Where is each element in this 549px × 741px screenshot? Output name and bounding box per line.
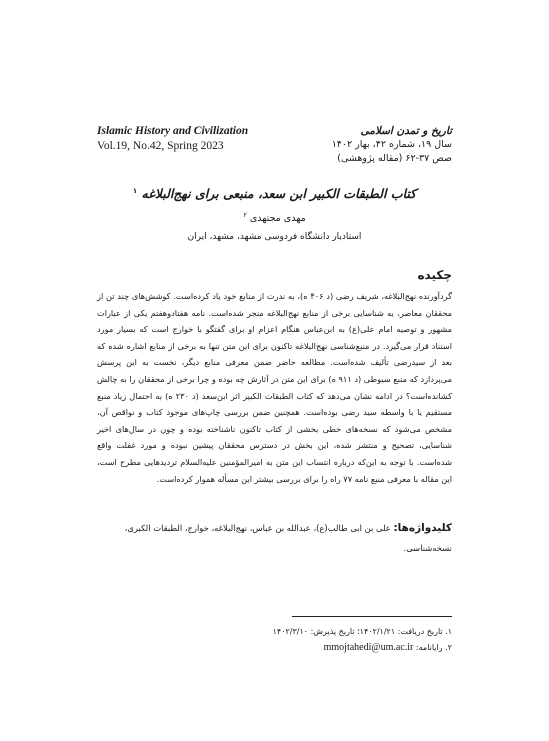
keywords-label: کلیدواژه‌ها: <box>393 522 452 534</box>
author-name: مهدی مجتهدی <box>249 213 306 225</box>
journal-title-en: Islamic History and Civilization <box>97 125 249 137</box>
affiliation: استادیار دانشگاه فردوسی مشهد، مشهد، ایران <box>187 232 362 242</box>
footnote-email-line <box>97 640 452 656</box>
keywords <box>97 518 452 558</box>
author <box>97 211 452 224</box>
journal-issue-fa: سال ۱۹، شماره ۴۲، بهار ۱۴۰۲ <box>331 139 452 150</box>
title-footnote-mark: ۱ <box>132 186 138 195</box>
footnote-email-prefix: ۲. رایانامه: <box>415 643 452 652</box>
author-footnote-mark: ۲ <box>243 211 247 219</box>
paper-title-text: کتاب الطبقات الکبیر ابن سعد، منبعی برای نهج‌البلاغه <box>141 186 417 201</box>
keywords-text: علی بن ابی طالب(ع)، عبدالله بن عباس، نهج‌البلاغه، خوارج، الطبقات الکبری، نسخه‌شناسی. <box>124 523 452 553</box>
footnotes <box>97 624 452 656</box>
journal-pages-fa: صص ۳۷-۶۲ (مقاله پژوهشی) <box>337 153 452 164</box>
footnote-divider <box>292 616 452 617</box>
journal-header-fa <box>252 124 452 166</box>
abstract-body: گردآورنده نهج‌البلاغه، شریف رضی (د ۴۰۶ ه)، به ندرت از منابع خود یاد کرده‌است. کوشش‌های چند تن از محققان معاصر، به شناسایی برخی از منابع نهج‌البلاغه منجر شده‌است. نامه هفتادوهفتم یکی از عبارات مشهور و توصیه امام علی(ع) به ابن‌عباس هنگام اعزام او برای گفتگو با خوارج است که بسیار مورد استناد قرار می‌گیرد. در منبع‌شناسی نهج‌البلاغه تاکنون برای این متن تنها به برخی از منابع اشاره شده که بعد از سیدرضی تألیف شده‌است. مطالعه حاضر ضمن معرفی منابع دیگر، نخست به این پرسش می‌پردازد که منبع سیوطی (د ۹۱۱ ه) برای این متن در آثارش چه بوده و چرا برخی از محققان را به چالش کشانده‌است؟ در ادامه نشان می‌دهد که کتاب الطبقات الکبیر اثر ابن‌سعد (د ۲۳۰ ه) به احتمال زیاد منبع مستقیم یا با واسطه سید رضی بوده‌است. همچنین ضمن بررسی چاپ‌های موجود کتاب و نواقص آن، مشخص می‌شود که نسخه‌های خطی بخشی از کتاب تاکنون ناشناخته بوده و چون در سال‌های اخیر شناسایی، تصحیح و منتشر شده، این بخش در دسترس محققان پیشین نبوده و مورد غفلت واقع شده‌است. با توجه به این‌که درباره انتساب این متن به امیرالمؤمنین علیه‌السلام تردیدهایی مطرح است، این مقاله با معرفی منبع نامه ۷۷ راه را برای بررسی بیشتر این مسأله هموار کرده‌است. <box>96 291 452 484</box>
author-email-link[interactable]: mmojtahedi@um.ac.ir <box>323 642 414 653</box>
footnote-dates: ۱. تاریخ دریافت: ۱۴۰۲/۱/۲۱؛ تاریخ پذیرش: ۱۴۰۲/۳/۱۰ <box>272 627 452 636</box>
journal-issue-en: Vol.19, No.42, Spring 2023 <box>97 140 224 152</box>
journal-title-fa: تاریخ و تمدن اسلامی <box>360 125 452 137</box>
paper-title <box>97 186 452 201</box>
abstract-heading: چکیده <box>417 268 452 282</box>
